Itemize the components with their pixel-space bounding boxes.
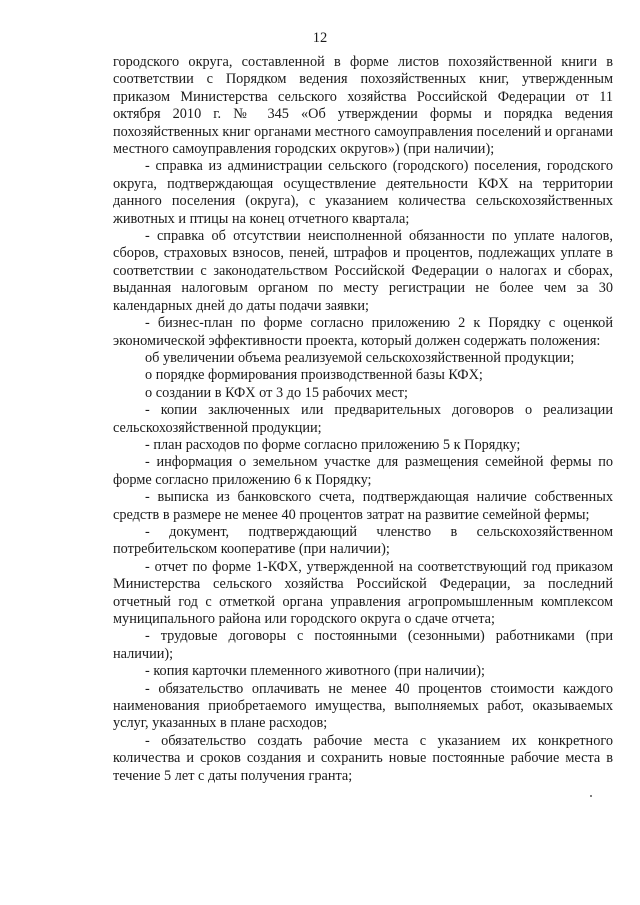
scan-speck <box>590 795 592 797</box>
paragraph-land-info: - информация о земельном участке для размещения семейной фермы по форме согласно приложению 6 к Порядку; <box>113 454 613 488</box>
paragraph-settlement-certificate: - справка из администрации сельского (городского) поселения, городского округа, подтверждающая осуществление деятельности КФХ на территории данного поселения (округа), с указанием количества сельскохозяйственных животных и птицы на конец отчетного квартала; <box>113 158 613 227</box>
paragraph-cooperative-membership: - документ, подтверждающий членство в сельскохозяйственном потребительском кооперативе (при наличии); <box>113 523 613 558</box>
paragraph-jobs-obligation: - обязательство создать рабочие места с указанием их конкретного количества и сроков создания и сохранить новые постоянные рабочие места в течение 5 лет с даты получения гранта; <box>113 732 613 784</box>
paragraph-tax-certificate: - справка об отсутствии неисполненной обязанности по уплате налогов, сборов, страховых взносов, пеней, штрафов и процентов, подлежащих уплате в соответствии с законодательством Российской Федерации о налогах и сборах, выданная налоговым органом по месту регистрации не более чем за 30 календарных дней до даты подачи заявки; <box>113 228 613 314</box>
paragraph-employment-contracts: - трудовые договоры с постоянными (сезонными) работниками (при наличии); <box>113 628 613 662</box>
paragraph-business-plan: - бизнес-план по форме согласно приложению 2 к Порядку с оценкой экономической эффективности проекта, который должен содержать положения: <box>113 315 613 349</box>
page-number: 12 <box>312 30 328 46</box>
paragraph-household-book: городского округа, составленной в форме листов похозяйственной книги в соответствии с Порядком ведения похозяйственных книг, утвержденным приказом Министерства сельского хозяйства Российской Федерации от 11 октября 2010 г. № 345 «Об утверждении формы и порядка ведения похозяйственных книг органами местного самоуправления поселений и органами местного самоуправления городских округов») (при наличии); <box>113 54 613 158</box>
paragraph-bank-statement: - выписка из банковского счета, подтверждающая наличие собственных средств в размере не менее 40 процентов затрат на развитие семейной фермы; <box>113 489 613 523</box>
document-body <box>113 54 613 785</box>
paragraph-sales-contracts: - копии заключенных или предварительных договоров о реализации сельскохозяйственной продукции; <box>113 402 613 436</box>
paragraph-provision-base: о порядке формирования производственной базы КФХ; <box>145 367 483 384</box>
paragraph-breeding-card: - копия карточки племенного животного (при наличии); <box>145 663 485 680</box>
paragraph-kfh-report: - отчет по форме 1-КФХ, утвержденной на соответствующий год приказом Министерства сельского хозяйства Российской Федерации, за последний отчетный год с отметкой органа управления агропромышленным комплексом муниципального района или городского округа о сдаче отчета; <box>113 558 613 627</box>
paragraph-payment-obligation: - обязательство оплачивать не менее 40 процентов стоимости каждого наименования приобретаемого имущества, выполняемых работ, оказываемых услуг, указанных в плане расходов; <box>113 680 613 732</box>
paragraph-provision-sales: об увеличении объема реализуемой сельскохозяйственной продукции; <box>145 349 575 366</box>
paragraph-provision-jobs: о создании в КФХ от 3 до 15 рабочих мест; <box>145 384 408 401</box>
paragraph-expense-plan: - план расходов по форме согласно приложению 5 к Порядку; <box>145 436 521 453</box>
